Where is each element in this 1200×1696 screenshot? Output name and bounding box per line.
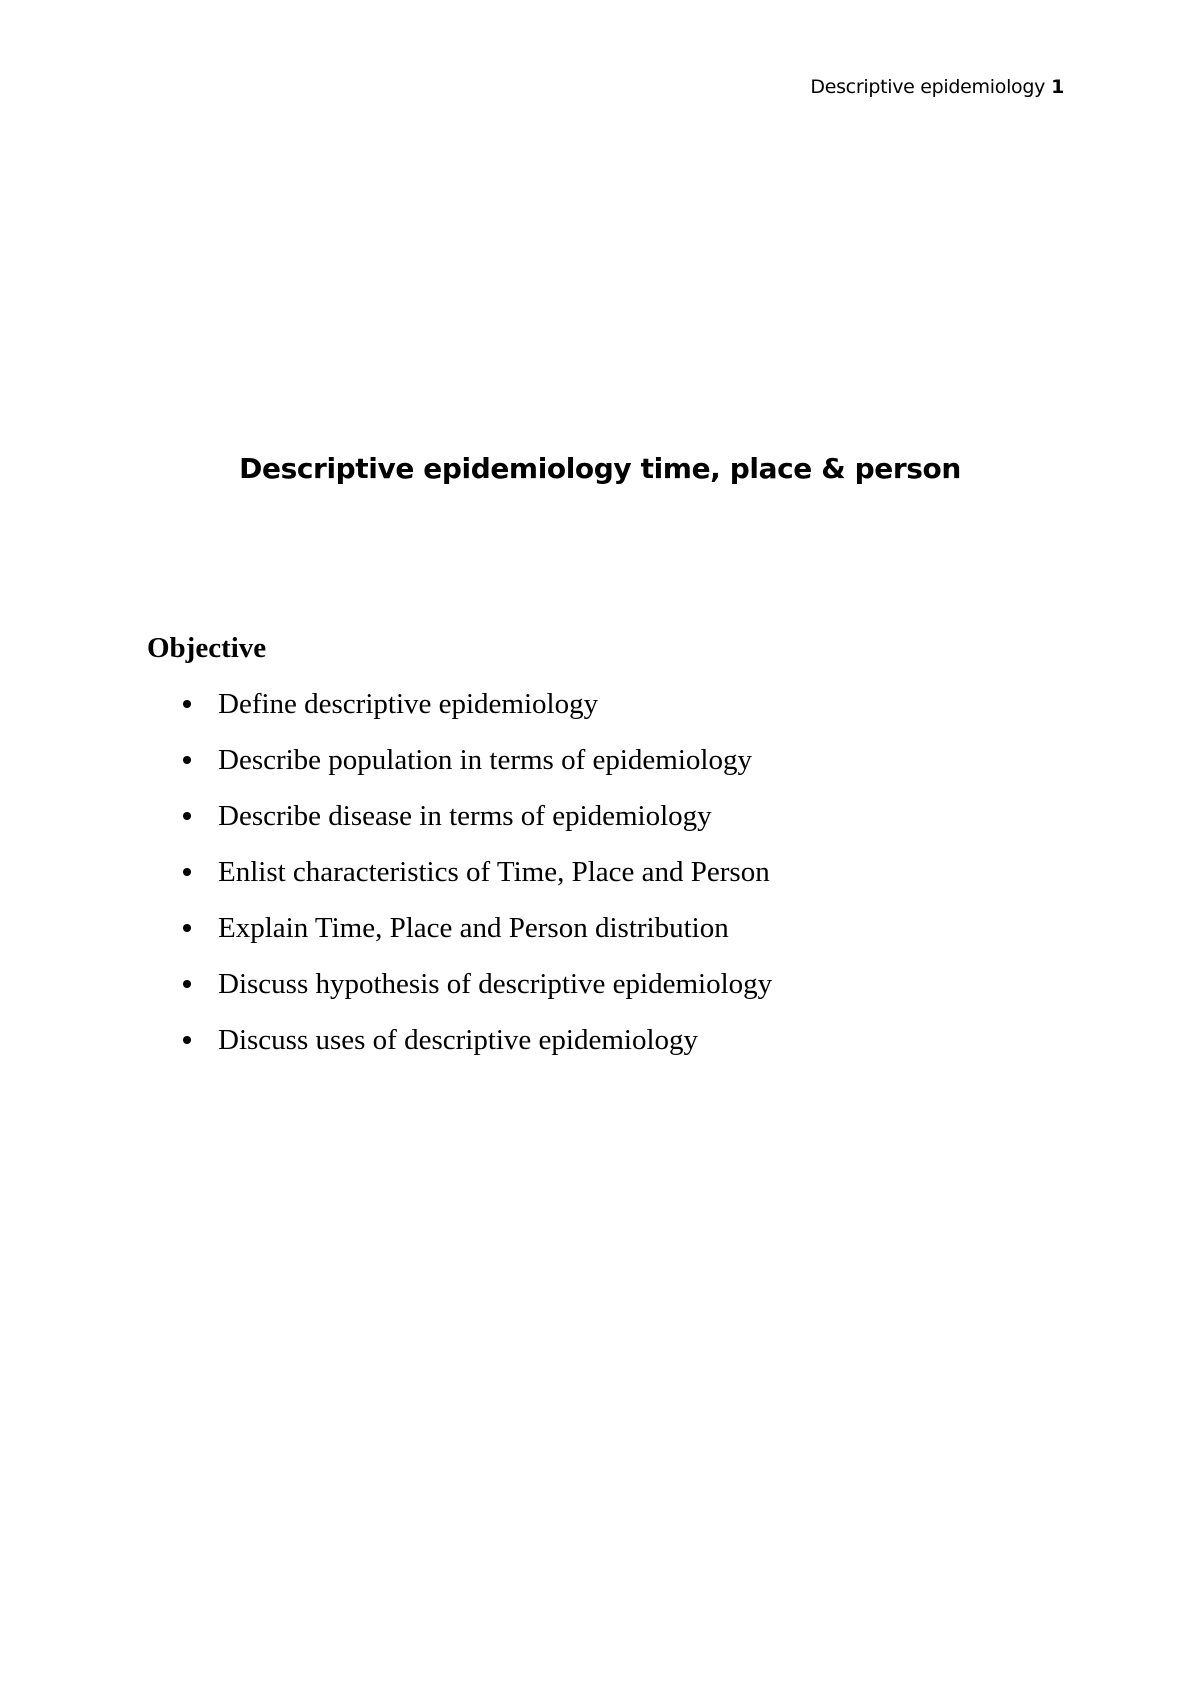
- list-item: [180, 852, 772, 908]
- bullet-icon: [183, 868, 191, 876]
- bullet-icon: [183, 812, 191, 820]
- bullet-icon: [183, 700, 191, 708]
- list-item: [180, 740, 772, 796]
- list-item: [180, 908, 772, 964]
- list-item: [180, 964, 772, 1020]
- list-item-text: Define descriptive epidemiology: [218, 688, 599, 720]
- list-item-text: Describe disease in terms of epidemiology: [218, 800, 712, 832]
- list-item: [180, 1020, 772, 1076]
- page-header: [810, 76, 1064, 98]
- bullet-icon: [183, 924, 191, 932]
- list-item-text: Explain Time, Place and Person distribution: [218, 912, 729, 944]
- list-item: [180, 796, 772, 852]
- page-number: 1: [1051, 76, 1064, 98]
- list-item: [180, 684, 772, 740]
- bullet-icon: [183, 980, 191, 988]
- bullet-icon: [183, 756, 191, 764]
- section-heading: Objective: [147, 632, 267, 664]
- list-item-text: Discuss hypothesis of descriptive epidemiology: [218, 968, 773, 1000]
- list-item-text: Enlist characteristics of Time, Place and Person: [218, 856, 770, 888]
- objectives-list: [180, 684, 772, 1076]
- document-title: Descriptive epidemiology time, place & person: [239, 452, 961, 485]
- running-title: Descriptive epidemiology: [810, 76, 1046, 98]
- bullet-icon: [183, 1036, 191, 1044]
- list-item-text: Discuss uses of descriptive epidemiology: [218, 1024, 699, 1056]
- list-item-text: Describe population in terms of epidemiology: [218, 744, 752, 776]
